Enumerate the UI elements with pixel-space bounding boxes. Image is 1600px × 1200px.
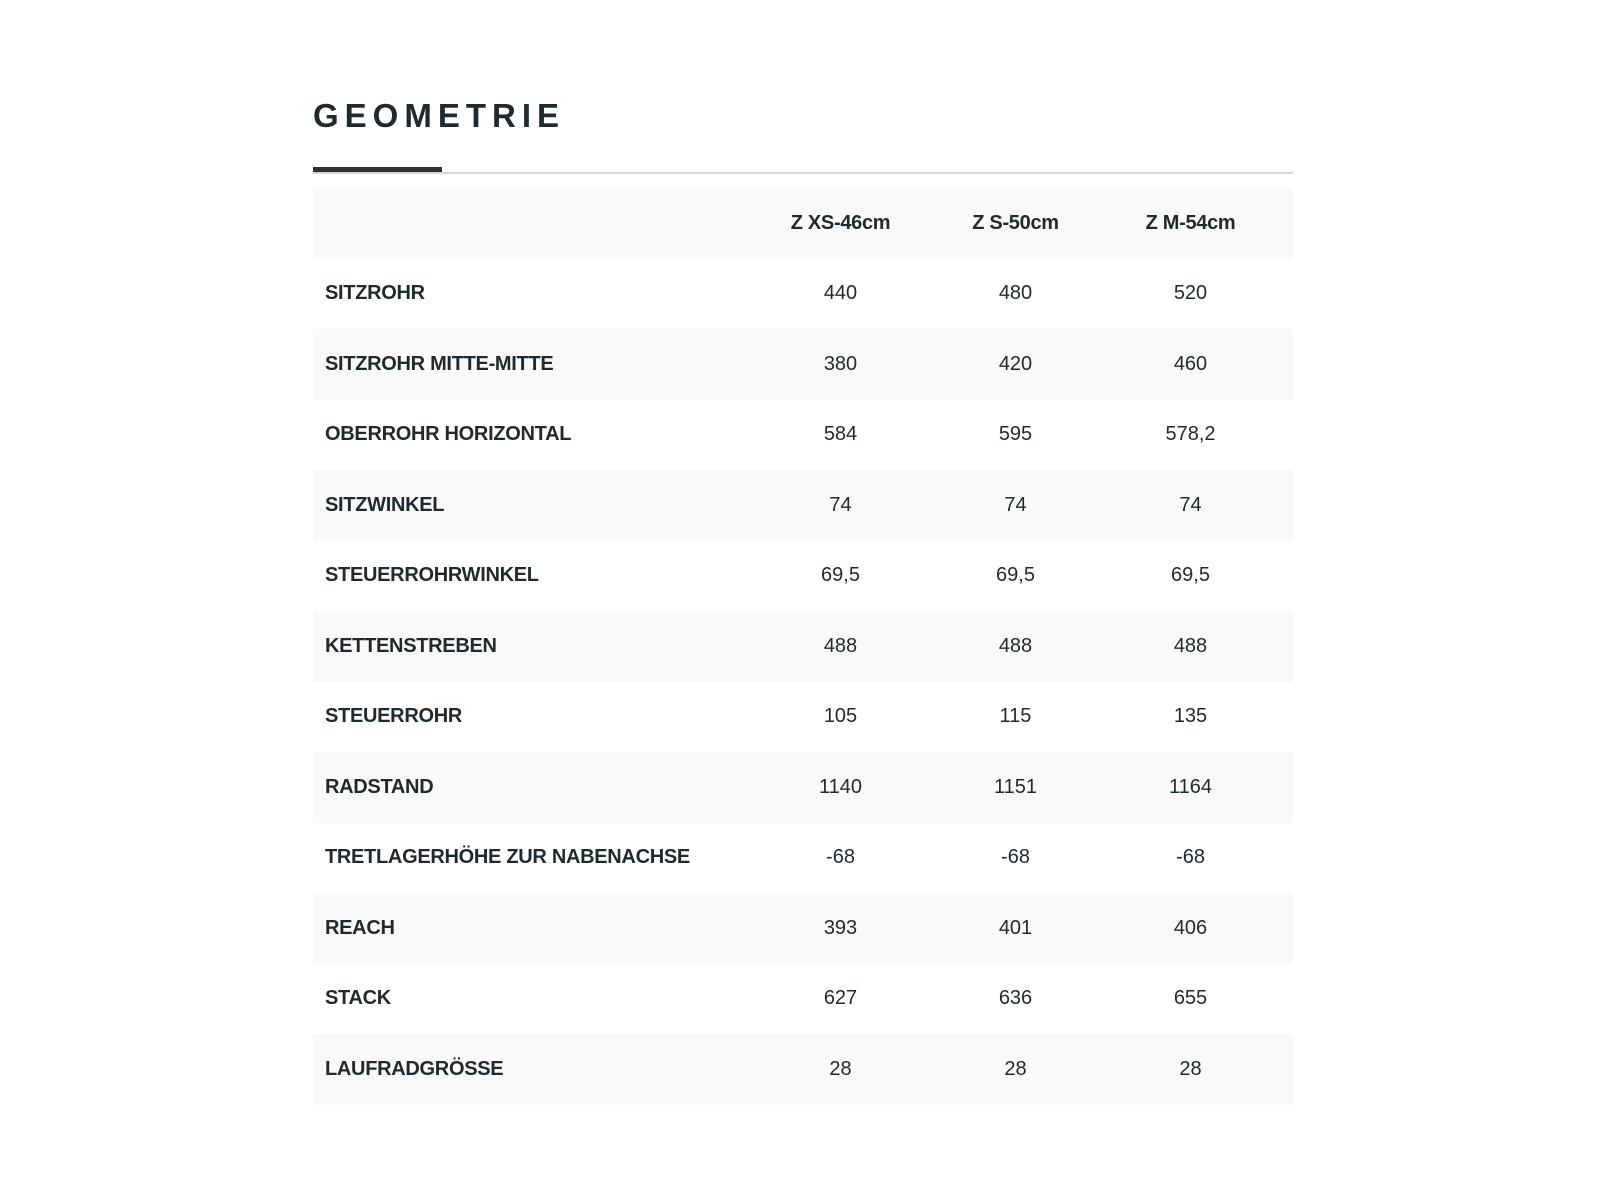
row-label: SITZWINKEL	[325, 493, 445, 516]
value-xs: 105	[823, 705, 858, 728]
row-spacer	[1278, 541, 1293, 612]
header-spacer	[1278, 188, 1293, 259]
table-row	[313, 752, 1293, 823]
table-row	[313, 1034, 1293, 1105]
row-label: SITZROHR	[325, 282, 425, 305]
row-spacer	[1278, 611, 1293, 682]
table-row	[313, 964, 1293, 1035]
value-m: 406	[1173, 916, 1208, 939]
value-xs: 28	[829, 1057, 852, 1080]
value-s: 1151	[993, 775, 1037, 798]
value-s: 636	[998, 987, 1033, 1010]
value-m: 1164	[1168, 775, 1212, 798]
value-m: 578,2	[1165, 423, 1216, 446]
value-s: 480	[998, 282, 1033, 305]
row-spacer	[1278, 1034, 1293, 1105]
value-xs: -68	[826, 846, 855, 869]
value-s: 420	[998, 352, 1033, 375]
value-xs: 627	[823, 987, 858, 1010]
value-xs: 584	[823, 423, 858, 446]
value-xs: 440	[823, 282, 858, 305]
header-cell	[313, 188, 753, 259]
value-s: 115	[999, 705, 1032, 728]
value-s: 74	[1004, 493, 1027, 516]
row-label: SITZROHR MITTE-MITTE	[325, 352, 554, 375]
row-label: REACH	[325, 916, 395, 939]
row-spacer	[1278, 329, 1293, 400]
row-label: KETTENSTREBEN	[325, 634, 497, 657]
value-m: 655	[1173, 987, 1208, 1010]
row-spacer	[1278, 470, 1293, 541]
header-size-s: Z S-50cm	[972, 211, 1059, 234]
row-spacer	[1278, 823, 1293, 894]
table-row	[313, 893, 1293, 964]
table-header-row	[313, 188, 1293, 259]
value-xs: 74	[829, 493, 852, 516]
row-label: RADSTAND	[325, 775, 434, 798]
active-tab-underline	[313, 167, 442, 172]
row-label: STEUERROHR	[325, 705, 463, 728]
value-m: 488	[1173, 634, 1208, 657]
value-m: 28	[1179, 1057, 1202, 1080]
geometry-table	[313, 188, 1293, 1105]
row-spacer	[1278, 682, 1293, 753]
table-row	[313, 682, 1293, 753]
value-m: 460	[1173, 352, 1208, 375]
value-s: 69,5	[996, 564, 1035, 587]
row-spacer	[1278, 752, 1293, 823]
section-title: GEOMETRIE	[313, 97, 566, 134]
value-s: 28	[1004, 1057, 1027, 1080]
value-m: 74	[1179, 493, 1202, 516]
value-s: -68	[1001, 846, 1030, 869]
value-xs: 69,5	[821, 564, 860, 587]
row-spacer	[1278, 893, 1293, 964]
value-m: 135	[1173, 705, 1208, 728]
row-label: LAUFRADGRÖSSE	[325, 1057, 504, 1080]
table-row	[313, 823, 1293, 894]
row-label: OBERROHR HORIZONTAL	[325, 423, 572, 446]
table-row	[313, 611, 1293, 682]
value-xs: 488	[823, 634, 858, 657]
value-xs: 1140	[818, 775, 862, 798]
row-spacer	[1278, 259, 1293, 330]
value-m: 69,5	[1171, 564, 1210, 587]
value-xs: 393	[823, 916, 858, 939]
value-m: -68	[1176, 846, 1205, 869]
table-row	[313, 259, 1293, 330]
row-spacer	[1278, 964, 1293, 1035]
value-xs: 380	[823, 352, 858, 375]
row-label: STACK	[325, 987, 391, 1010]
header-size-m: Z M-54cm	[1145, 211, 1236, 234]
table-row	[313, 329, 1293, 400]
row-label: TRETLAGERHÖHE ZUR NABENACHSE	[325, 846, 690, 869]
value-s: 595	[998, 423, 1033, 446]
section-divider	[313, 172, 1293, 174]
table-row	[313, 400, 1293, 471]
row-spacer	[1278, 400, 1293, 471]
value-s: 488	[998, 634, 1033, 657]
table-row	[313, 470, 1293, 541]
table-row	[313, 541, 1293, 612]
value-m: 520	[1173, 282, 1208, 305]
row-label: STEUERROHRWINKEL	[325, 564, 539, 587]
value-s: 401	[998, 916, 1033, 939]
header-size-xs: Z XS-46cm	[790, 211, 891, 234]
